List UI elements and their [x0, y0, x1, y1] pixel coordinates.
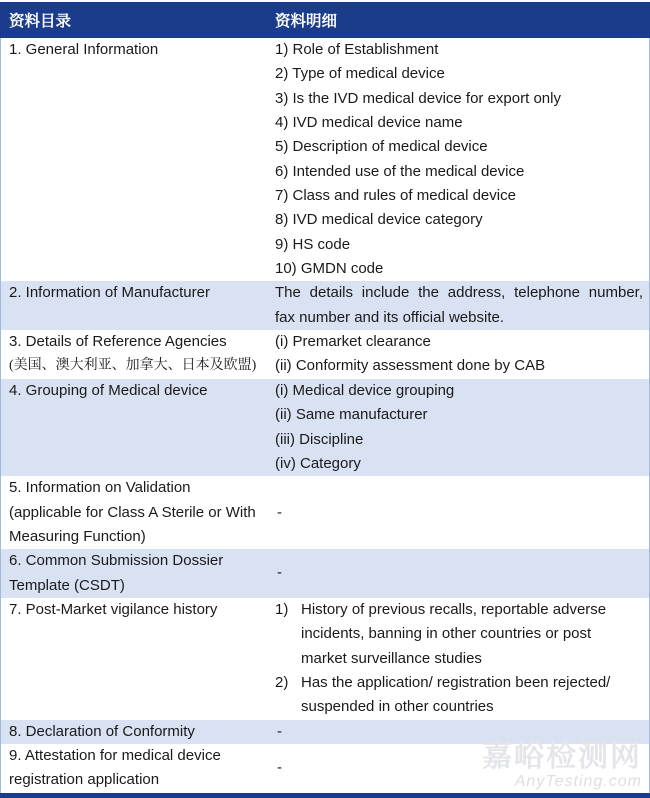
- dash-placeholder: -: [277, 564, 282, 582]
- details-cell: [275, 744, 649, 793]
- watermark-site-name: 嘉峪检测网: [482, 740, 642, 774]
- table-row-reference-agencies: [1, 330, 649, 379]
- detail-line: (ii) Conformity assessment done by CAB: [275, 357, 546, 375]
- detail-line: 1) Role of Establishment: [275, 41, 439, 58]
- directory-cell: [1, 38, 275, 281]
- directory-cell: [1, 744, 275, 793]
- list-item-text: History of previous recalls, reportable adverse incidents, banning in other countries or post market surveillance studies: [301, 600, 607, 667]
- table-row-general-information: [1, 38, 649, 281]
- detail-line: 9) HS code: [275, 235, 351, 253]
- table-row-manufacturer-information: [1, 281, 649, 330]
- watermark-site-url: AnyTesting.com: [514, 773, 642, 791]
- directory-line: 7. Post-Market vigilance history: [9, 600, 218, 618]
- detail-line: 3) Is the IVD medical device for export only: [275, 89, 561, 107]
- details-cell: [275, 476, 649, 549]
- detail-line: 8) IVD medical device category: [275, 211, 483, 229]
- detail-line: (i) Premarket clearance: [275, 333, 431, 351]
- detail-line: (iii) Discipline: [275, 430, 364, 448]
- details-cell: [275, 379, 649, 476]
- list-item-number: 2): [275, 673, 289, 691]
- detail-line: (iv) Category: [275, 454, 361, 472]
- list-item-number: 1): [275, 600, 289, 618]
- directory-line: 1. General Information: [9, 41, 159, 58]
- detail-line: 6) Intended use of the medical device: [275, 162, 525, 180]
- detail-line: The details include the address, telephone number,: [275, 284, 643, 302]
- directory-cell: [1, 598, 275, 720]
- directory-line: 2. Information of Manufacturer: [9, 284, 210, 302]
- directory-line: 5. Information on Validation: [9, 479, 191, 497]
- details-cell: [275, 330, 649, 379]
- detail-line: 2) Type of medical device: [275, 65, 445, 83]
- dash-placeholder: -: [277, 722, 282, 740]
- details-cell: [275, 720, 649, 744]
- detail-line: (i) Medical device grouping: [275, 381, 455, 399]
- directory-line: 3. Details of Reference Agencies: [9, 333, 227, 351]
- directory-line: 8. Declaration of Conformity: [9, 722, 195, 740]
- header-directory-label: 资料目录: [9, 13, 72, 30]
- directory-line: registration application: [9, 771, 160, 789]
- details-cell: [275, 38, 649, 281]
- detail-line: 4) IVD medical device name: [275, 114, 463, 132]
- table-row-csdt: [1, 549, 649, 598]
- detail-line: 5) Description of medical device: [275, 138, 488, 156]
- detail-line: 10) GMDN code: [275, 260, 384, 278]
- dash-placeholder: -: [277, 503, 282, 521]
- table-row-grouping: [1, 379, 649, 476]
- directory-cell: [1, 281, 275, 330]
- directory-line-chinese: (美国、澳大利亚、加拿大、日本及欧盟): [9, 358, 257, 374]
- directory-cell: [1, 379, 275, 476]
- table-row-declaration-of-conformity: [1, 720, 649, 744]
- dash-placeholder: -: [277, 759, 282, 777]
- table-body: [0, 38, 650, 793]
- table-row-post-market-vigilance: [1, 598, 649, 720]
- directory-cell: [1, 720, 275, 744]
- directory-cell: [1, 330, 275, 379]
- detail-list-item: [275, 598, 643, 671]
- directory-line: 6. Common Submission Dossier: [9, 552, 224, 570]
- details-cell: [275, 281, 649, 330]
- directory-cell: [1, 476, 275, 549]
- directory-line: 9. Attestation for medical device: [9, 746, 221, 764]
- header-details-label: 资料明细: [275, 13, 338, 30]
- detail-line: (ii) Same manufacturer: [275, 406, 428, 424]
- detail-list-item: [275, 671, 643, 720]
- list-item-text: Has the application/ registration been rejected/ suspended in other countries: [301, 673, 611, 716]
- directory-line: (applicable for Class A Sterile or With: [9, 503, 256, 521]
- directory-line: Template (CSDT): [9, 576, 125, 594]
- directory-line: Measuring Function): [9, 527, 146, 545]
- detail-line: 7) Class and rules of medical device: [275, 187, 516, 205]
- directory-line: 4. Grouping of Medical device: [9, 381, 208, 399]
- detail-line: fax number and its official website.: [275, 308, 505, 326]
- details-cell: [275, 598, 649, 720]
- directory-cell: [1, 549, 275, 598]
- details-cell: [275, 549, 649, 598]
- table-row-attestation: [1, 744, 649, 793]
- table-row-validation: [1, 476, 649, 549]
- table-header-row: [0, 2, 650, 38]
- bottom-edge-bar: [0, 793, 650, 798]
